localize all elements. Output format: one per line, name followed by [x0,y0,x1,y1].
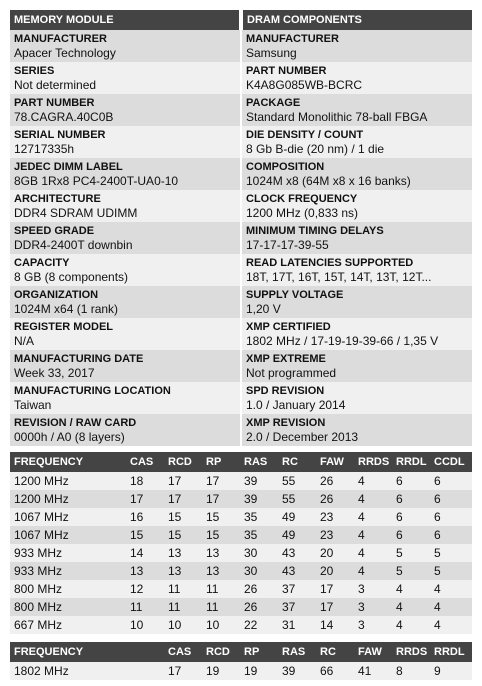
timing-cell: 22 [240,616,278,634]
field-label: REVISION / RAW CARD [14,417,137,429]
timing-row [10,544,472,562]
timing-row [10,526,472,544]
timing-cell: 4 [354,526,392,544]
info-row [10,254,472,286]
field-value: Samsung [246,46,297,60]
timing-cell: 23 [316,508,354,526]
xmp-header-row [10,642,472,662]
dram-components-field [242,350,472,382]
info-row [10,222,472,254]
field-label: COMPOSITION [246,161,325,173]
timing-cell: 6 [430,490,472,508]
section-header-row [10,10,472,30]
xmp-cell: 17 [164,662,202,680]
field-label: REGISTER MODEL [14,321,114,333]
timing-header-cell: CAS [126,452,164,472]
timing-cell: 17 [126,490,164,508]
timing-cell: 6 [430,472,472,490]
timing-cell: 35 [240,508,278,526]
timing-cell: 11 [202,580,240,598]
timing-cell: 11 [164,580,202,598]
timing-cell: 4 [354,508,392,526]
timing-cell: 26 [240,598,278,616]
timing-cell: 26 [240,580,278,598]
timing-cell: 14 [316,616,354,634]
timing-cell: 12 [126,580,164,598]
field-value: Apacer Technology [14,46,116,60]
info-row [10,158,472,190]
timing-cell: 26 [316,490,354,508]
timing-cell: 37 [278,598,316,616]
timing-cell: 6 [430,526,472,544]
field-value: Not programmed [246,366,337,380]
xmp-header-cell: RRDL [430,642,472,662]
info-grid [10,30,472,446]
timing-cell: 13 [164,544,202,562]
timing-cell: 11 [202,598,240,616]
timing-header-cell: FAW [316,452,354,472]
info-row [10,190,472,222]
timing-cell: 13 [164,562,202,580]
timing-cell: 800 MHz [10,598,126,616]
timing-row [10,472,472,490]
timing-cell: 30 [240,544,278,562]
dram-components-field [242,222,472,254]
field-value: 17-17-17-39-55 [246,238,329,252]
timing-cell: 14 [126,544,164,562]
field-label: MANUFACTURING DATE [14,353,144,365]
timing-cell: 5 [392,544,430,562]
memory-module-field [10,62,240,94]
timing-cell: 31 [278,616,316,634]
info-row [10,94,472,126]
field-value: 8 GB (8 components) [14,270,129,284]
field-label: XMP EXTREME [246,353,326,365]
timing-header-cell: FREQUENCY [10,452,126,472]
memory-module-field [10,414,240,446]
timing-header-cell: RC [278,452,316,472]
dram-components-field [242,62,472,94]
timing-cell: 13 [202,562,240,580]
xmp-header-cell: CAS [164,642,202,662]
timing-cell: 6 [392,526,430,544]
field-value: 78.CAGRA.40C0B [14,110,114,124]
xmp-cell: 19 [240,662,278,680]
timing-header-row [10,452,472,472]
timing-cell: 43 [278,544,316,562]
timing-row [10,598,472,616]
timing-header-cell: RP [202,452,240,472]
xmp-cell: 8 [392,662,430,680]
timing-cell: 23 [316,526,354,544]
timing-cell: 1200 MHz [10,472,126,490]
info-row [10,350,472,382]
memory-module-field [10,382,240,414]
dram-components-field [242,382,472,414]
timing-cell: 1200 MHz [10,490,126,508]
timing-cell: 18 [126,472,164,490]
field-label: PART NUMBER [246,65,327,77]
timing-header-cell: RAS [240,452,278,472]
timing-cell: 11 [164,598,202,616]
memory-module-field [10,30,240,62]
memory-module-field [10,286,240,318]
xmp-cell: 19 [202,662,240,680]
timing-header-cell: RRDS [354,452,392,472]
field-value: K4A8G085WB-BCRC [246,78,363,92]
timing-cell: 15 [126,526,164,544]
field-label: XMP REVISION [246,417,326,429]
dram-components-header: DRAM COMPONENTS [247,14,362,26]
timing-cell: 4 [430,598,472,616]
timing-row [10,490,472,508]
timing-cell: 4 [392,598,430,616]
timing-cell: 933 MHz [10,562,126,580]
xmp-header-cell: FAW [354,642,392,662]
xmp-timing-table [10,642,472,680]
field-value: Standard Monolithic 78-ball FBGA [246,110,428,124]
field-label: DIE DENSITY / COUNT [246,129,364,141]
field-label: SERIAL NUMBER [14,129,106,141]
field-label: MANUFACTURING LOCATION [14,385,171,397]
timing-cell: 4 [354,544,392,562]
timing-cell: 20 [316,562,354,580]
field-value: DDR4 SDRAM UDIMM [14,206,138,220]
dram-components-field [242,318,472,350]
timing-cell: 55 [278,490,316,508]
memory-module-field [10,222,240,254]
timing-cell: 4 [354,472,392,490]
field-label: SPD REVISION [246,385,325,397]
field-value: 0000h / A0 (8 layers) [14,430,125,444]
field-label: XMP CERTIFIED [246,321,331,333]
xmp-cell: 66 [316,662,354,680]
timing-cell: 43 [278,562,316,580]
timing-cell: 6 [430,508,472,526]
xmp-header-cell: RP [240,642,278,662]
timing-cell: 5 [430,544,472,562]
timing-header-cell: RRDL [392,452,430,472]
field-value: 1.0 / January 2014 [246,398,346,412]
field-value: 1024M x8 (64M x8 x 16 banks) [246,174,411,188]
timing-cell: 1067 MHz [10,526,126,544]
xmp-header-cell: FREQUENCY [10,642,164,662]
info-row [10,62,472,94]
timing-cell: 11 [126,598,164,616]
field-label: SUPPLY VOLTAGE [246,289,344,301]
memory-module-field [10,318,240,350]
timing-cell: 15 [164,526,202,544]
info-row [10,318,472,350]
field-value: DDR4-2400T downbin [14,238,133,252]
field-label: MANUFACTURER [14,33,107,45]
timing-cell: 30 [240,562,278,580]
memory-module-field [10,254,240,286]
field-label: SPEED GRADE [14,225,95,237]
memory-module-field [10,350,240,382]
xmp-cell: 1802 MHz [10,662,164,680]
field-label: PACKAGE [246,97,301,109]
field-value: 18T, 17T, 16T, 15T, 14T, 13T, 12T... [246,270,432,284]
dram-components-field [242,190,472,222]
dram-components-field [242,286,472,318]
timing-cell: 10 [126,616,164,634]
field-label: SERIES [14,65,55,77]
xmp-header-cell: RC [316,642,354,662]
spd-info-panel [10,10,472,680]
timing-cell: 55 [278,472,316,490]
timing-cell: 13 [202,544,240,562]
timing-cell: 49 [278,526,316,544]
timing-cell: 800 MHz [10,580,126,598]
timing-row [10,580,472,598]
field-value: 8 Gb B-die (20 nm) / 1 die [246,142,385,156]
field-value: 8GB 1Rx8 PC4-2400T-UA0-10 [14,174,179,188]
field-label: MANUFACTURER [246,33,339,45]
memory-module-field [10,190,240,222]
timing-cell: 1067 MHz [10,508,126,526]
info-row [10,126,472,158]
xmp-header-cell: RAS [278,642,316,662]
info-row [10,382,472,414]
timing-row [10,508,472,526]
timing-cell: 49 [278,508,316,526]
field-value: Taiwan [14,398,52,412]
timing-cell: 4 [392,580,430,598]
timing-cell: 17 [164,490,202,508]
field-value: 12717335h [14,142,75,156]
timing-cell: 15 [164,508,202,526]
field-value: Week 33, 2017 [14,366,95,380]
info-row [10,414,472,446]
timing-cell: 6 [392,472,430,490]
timing-header-cell: CCDL [430,452,472,472]
xmp-header-cell: RRDS [392,642,430,662]
timing-cell: 4 [354,490,392,508]
timing-cell: 16 [126,508,164,526]
field-value: 1,20 V [246,302,281,316]
field-label: PART NUMBER [14,97,95,109]
dram-components-field [242,414,472,446]
timing-cell: 35 [240,526,278,544]
timing-cell: 6 [392,490,430,508]
xmp-header-cell: RCD [202,642,240,662]
timing-cell: 4 [392,616,430,634]
memory-module-field [10,94,240,126]
field-value: 1200 MHz (0,833 ns) [246,206,359,220]
timing-cell: 3 [354,580,392,598]
timing-cell: 39 [240,472,278,490]
timing-cell: 39 [240,490,278,508]
timing-cell: 3 [354,598,392,616]
timing-cell: 17 [316,598,354,616]
timing-cell: 26 [316,472,354,490]
field-value: 1802 MHz / 17-19-19-39-66 / 1,35 V [246,334,439,348]
xmp-row [10,662,472,680]
dram-components-field [242,254,472,286]
timing-cell: 3 [354,616,392,634]
dram-components-field [242,158,472,190]
field-label: ORGANIZATION [14,289,99,301]
timing-cell: 15 [202,508,240,526]
timing-cell: 17 [202,490,240,508]
dram-components-field [242,126,472,158]
timing-cell: 15 [202,526,240,544]
xmp-cell: 9 [430,662,472,680]
timing-cell: 5 [430,562,472,580]
timing-cell: 10 [202,616,240,634]
timing-cell: 20 [316,544,354,562]
timing-row [10,562,472,580]
memory-module-field [10,126,240,158]
info-row [10,30,472,62]
timing-cell: 17 [164,472,202,490]
timing-cell: 5 [392,562,430,580]
field-value: 2.0 / December 2013 [246,430,359,444]
field-label: CLOCK FREQUENCY [246,193,358,205]
timing-cell: 667 MHz [10,616,126,634]
field-label: CAPACITY [14,257,70,269]
timing-row [10,616,472,634]
field-label: READ LATENCIES SUPPORTED [246,257,414,269]
timing-cell: 37 [278,580,316,598]
timing-cell: 4 [354,562,392,580]
field-value: N/A [14,334,35,348]
field-value: Not determined [14,78,97,92]
timing-cell: 17 [202,472,240,490]
timing-cell: 6 [392,508,430,526]
timing-cell: 13 [126,562,164,580]
timing-cell: 4 [430,580,472,598]
field-label: JEDEC DIMM LABEL [14,161,123,173]
timing-cell: 933 MHz [10,544,126,562]
xmp-cell: 39 [278,662,316,680]
memory-module-header: MEMORY MODULE [14,14,114,26]
dram-components-field [242,30,472,62]
timing-cell: 10 [164,616,202,634]
timing-header-cell: RCD [164,452,202,472]
xmp-cell: 41 [354,662,392,680]
info-row [10,286,472,318]
timing-cell: 17 [316,580,354,598]
field-label: MINIMUM TIMING DELAYS [246,225,384,237]
dram-components-field [242,94,472,126]
memory-module-field [10,158,240,190]
field-label: ARCHITECTURE [14,193,101,205]
timing-cell: 4 [430,616,472,634]
field-value: 1024M x64 (1 rank) [14,302,119,316]
jedec-timing-table [10,452,472,634]
